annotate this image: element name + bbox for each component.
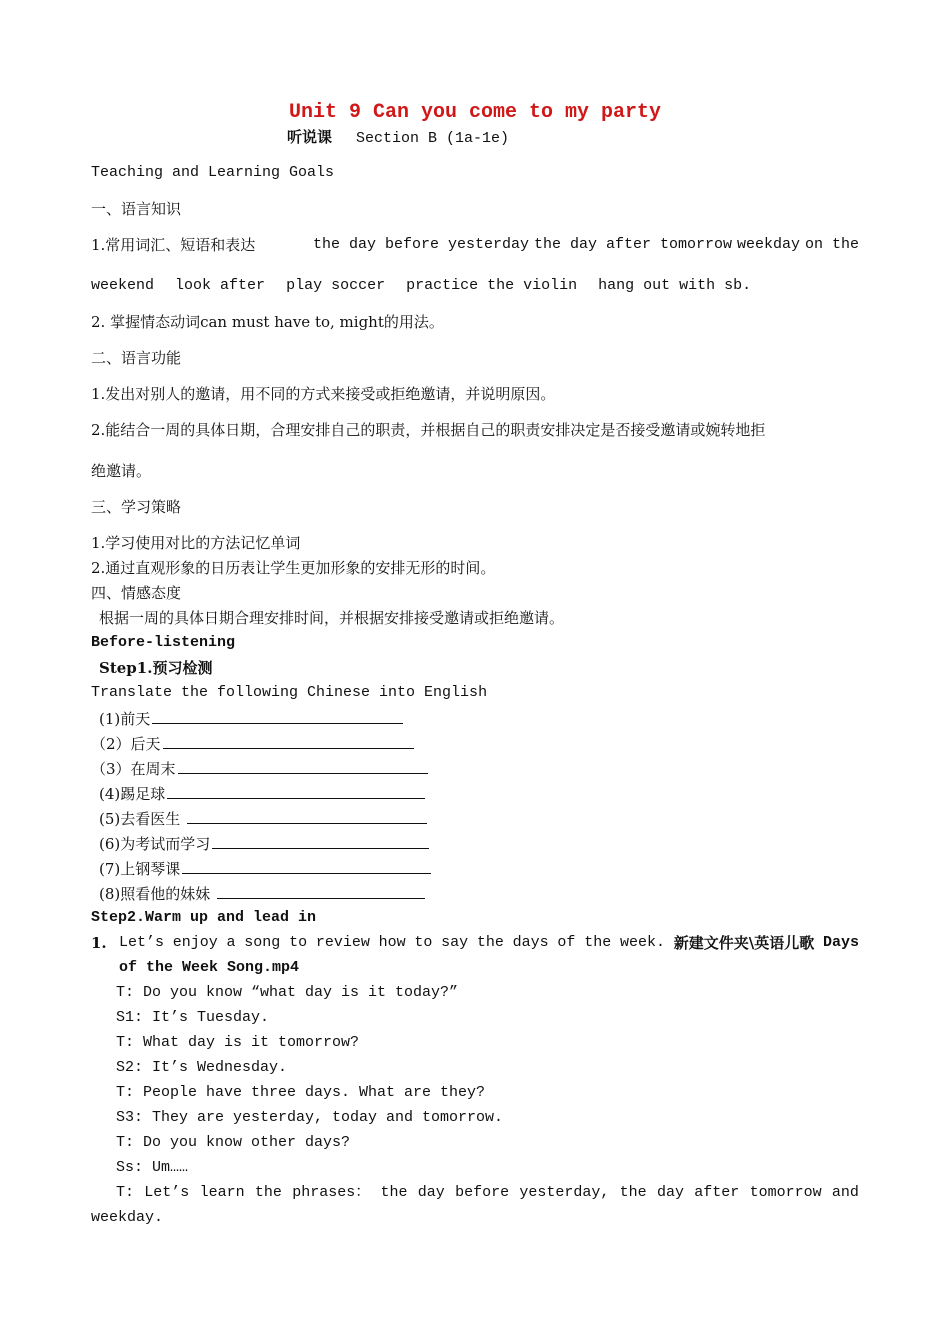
- exercise-prompt: (7)上钢琴课: [99, 860, 181, 878]
- word: of: [557, 934, 576, 951]
- word: and: [831, 1184, 859, 1201]
- exercise-item-8: [99, 883, 425, 904]
- term: play soccer: [286, 277, 386, 294]
- word: Let’s: [144, 1184, 190, 1201]
- exercise-prompt: （2）后天: [91, 735, 161, 753]
- word: day: [656, 1184, 684, 1201]
- dialogue-line: S3: They are yesterday, today and tomorrow.: [116, 1109, 504, 1126]
- section3-item2: 2.通过直观形象的日历表让学生更加形象的安排无形的时间。: [91, 559, 496, 577]
- section1-item1-terms-line2: [91, 276, 751, 296]
- word: the: [380, 1184, 408, 1201]
- dialogue-line: Ss: Um……: [116, 1159, 189, 1176]
- term: the day before yesterday: [313, 236, 530, 253]
- exercise-prompt: (6)为考试而学习: [99, 835, 211, 853]
- word: after: [694, 1184, 740, 1201]
- dialogue-line: S2: It’s Wednesday.: [116, 1059, 288, 1076]
- term: weekend: [91, 277, 155, 294]
- exercise-prompt: （3）在周末: [91, 760, 176, 778]
- term: weekday: [737, 236, 801, 253]
- step1-instruction: Translate the following Chinese into English: [91, 684, 488, 701]
- section2-item1: 1.发出对别人的邀请，用不同的方式来接受或拒绝邀请，并说明原因。: [91, 385, 556, 403]
- word: how: [378, 934, 406, 951]
- word: Let’s: [119, 934, 165, 951]
- word: song: [244, 934, 281, 951]
- word: review: [315, 934, 370, 951]
- answer-blank[interactable]: [152, 708, 403, 724]
- dialogue-line: S1: It’s Tuesday.: [116, 1009, 270, 1026]
- word: before: [455, 1184, 510, 1201]
- answer-blank[interactable]: [182, 858, 431, 874]
- word: yesterday,: [519, 1184, 610, 1201]
- section2-heading: 二、语言功能: [91, 349, 182, 367]
- exercise-prompt: (5)去看医生: [99, 810, 186, 828]
- word: phrases：: [292, 1184, 371, 1201]
- word: T:: [116, 1184, 135, 1201]
- word: enjoy: [172, 934, 218, 951]
- term: practice the violin: [406, 277, 578, 294]
- dialogue-line: T: People have three days. What are they?: [116, 1084, 486, 1101]
- exercise-item-5: [99, 808, 427, 829]
- word: the: [619, 1184, 647, 1201]
- section1-item2: 2. 掌握情态动词can must have to, might的用法。: [91, 313, 444, 331]
- answer-blank[interactable]: [187, 808, 427, 824]
- exercise-item-1: [99, 708, 403, 729]
- section1-item1-label: 1.常用词汇、短语和表达: [91, 236, 256, 254]
- exercise-prompt: (4)踢足球: [99, 785, 166, 803]
- word: days: [512, 934, 549, 951]
- word: tomorrow: [749, 1184, 822, 1201]
- word: learn: [199, 1184, 245, 1201]
- dialogue-line: T: Do you know other days?: [116, 1134, 351, 1151]
- file-link[interactable]: Days: [822, 934, 859, 951]
- section4-heading: 四、情感态度: [91, 584, 182, 602]
- goals-heading: Teaching and Learning Goals: [91, 164, 335, 181]
- section-label: Section B (1a-1e): [356, 130, 510, 147]
- answer-blank[interactable]: [178, 758, 428, 774]
- page-title: Unit 9 Can you come to my party: [288, 101, 662, 124]
- answer-blank[interactable]: [163, 733, 414, 749]
- word: day: [417, 1184, 445, 1201]
- step2-intro-line: [119, 933, 859, 953]
- answer-blank[interactable]: [212, 833, 429, 849]
- file-link[interactable]: 新建文件夹\英语儿歌: [673, 934, 815, 952]
- section1-item1-terms-line1: [313, 235, 859, 255]
- dialogue-line-last-cont: weekday.: [91, 1209, 164, 1226]
- term: hang out with sb.: [598, 277, 752, 294]
- answer-blank[interactable]: [167, 783, 425, 799]
- word: the: [254, 1184, 282, 1201]
- exercise-prompt: (8)照看他的妹妹: [99, 885, 216, 903]
- exercise-item-7: [99, 858, 431, 879]
- lesson-type: 听说课: [287, 128, 333, 146]
- word: say: [441, 934, 469, 951]
- term: the day after tomorrow: [534, 236, 733, 253]
- exercise-item-6: [99, 833, 429, 854]
- dialogue-line: T: What day is it tomorrow?: [116, 1034, 360, 1051]
- word: a: [226, 934, 236, 951]
- step2-heading: Step2.Warm up and lead in: [91, 909, 317, 926]
- term: on the: [804, 236, 859, 253]
- step2-item-number: 1.: [91, 934, 107, 952]
- section2-item2-line2: 绝邀请。: [91, 462, 152, 480]
- section3-item1: 1.学习使用对比的方法记忆单词: [91, 534, 301, 552]
- step1-heading: Step1.预习检测: [99, 659, 213, 677]
- word: week.: [619, 934, 665, 951]
- word: the: [584, 934, 612, 951]
- exercise-prompt: (1)前天: [99, 710, 151, 728]
- exercise-item-3: [91, 758, 428, 779]
- section3-heading: 三、学习策略: [91, 498, 182, 516]
- section1-heading: 一、语言知识: [91, 200, 182, 218]
- exercise-item-2: [91, 733, 414, 754]
- answer-blank[interactable]: [217, 883, 425, 899]
- term: look after: [175, 277, 266, 294]
- lesson-subtitle: [287, 127, 509, 149]
- word: the: [476, 934, 504, 951]
- section2-item2-line1: 2.能结合一周的具体日期，合理安排自己的职责，并根据自己的职责安排决定是否接受邀请或婉转地拒: [91, 421, 766, 439]
- section4-text: 根据一周的具体日期合理安排时间，并根据安排接受邀请或拒绝邀请。: [99, 609, 565, 627]
- word: to: [289, 934, 308, 951]
- dialogue-line-last: [116, 1183, 859, 1203]
- file-link-line2[interactable]: of the Week Song.mp4: [119, 959, 300, 976]
- word: to: [414, 934, 433, 951]
- dialogue-line: T: Do you know “what day is it today?”: [116, 984, 459, 1001]
- exercise-item-4: [99, 783, 425, 804]
- before-listening-heading: Before-listening: [91, 634, 236, 651]
